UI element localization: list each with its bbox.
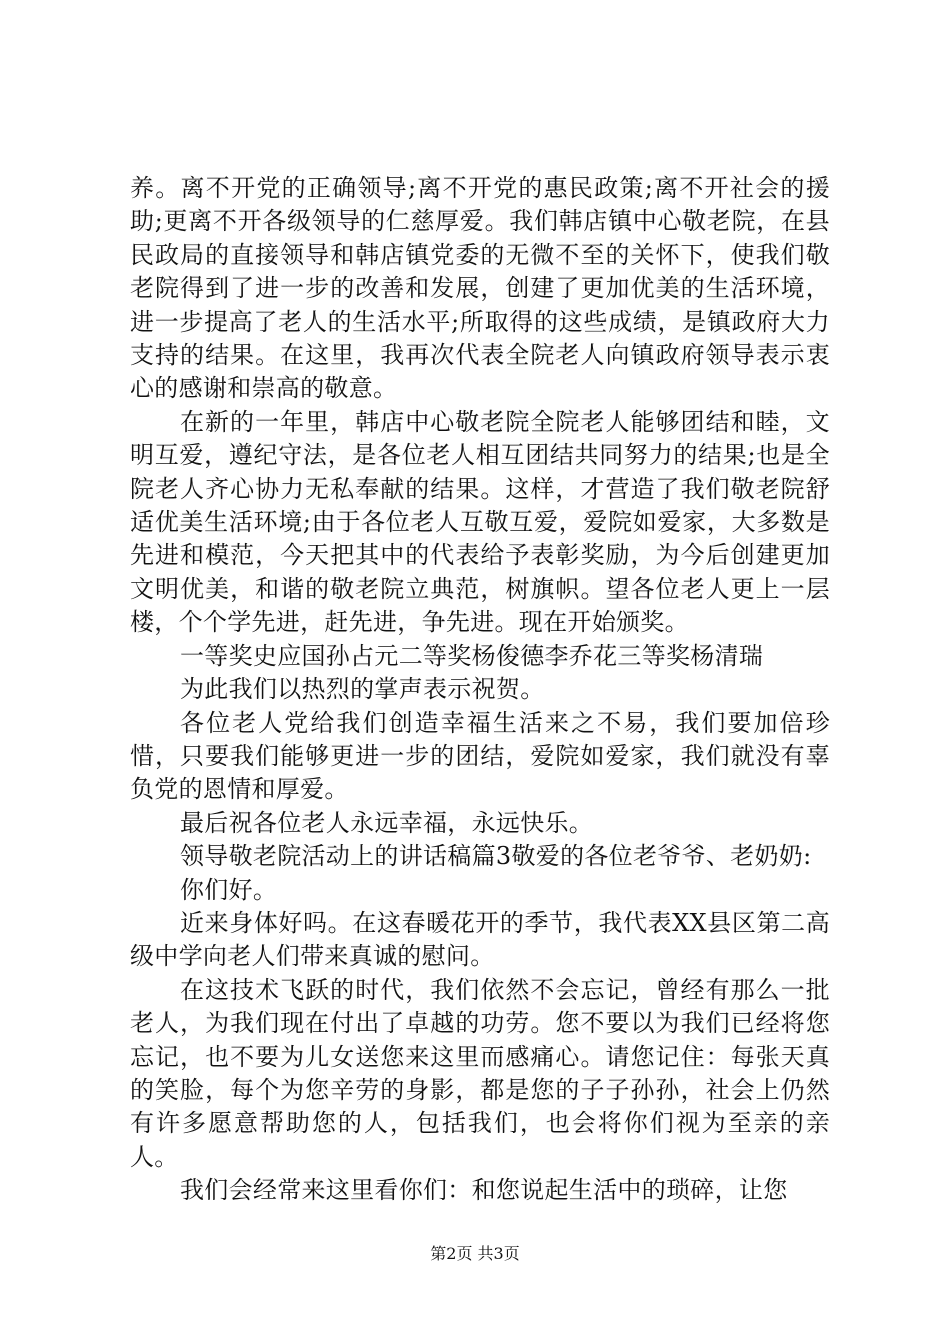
paragraph-4: 为此我们以热烈的掌声表示祝贺。: [180, 675, 545, 704]
paragraph-6: 最后祝各位老人永远幸福，永远快乐。: [180, 808, 594, 837]
paragraph-8: 你们好。: [180, 875, 278, 904]
paragraph-3: 一等奖史应国孙占元二等奖杨俊德李乔花三等奖杨清瑞: [180, 641, 764, 670]
paragraph-10: 在这技术飞跃的时代，我们依然不会忘记，曾经有那么一批老人，为我们现在付出了卓越的功劳。您不要以为我们已经将您忘记，也不要为儿女送您来这里而感痛心。请您记住：每张天真的笑脸，每个为您辛劳的身影，都是您的子子孙孙，社会上仍然有许多愿意帮助您的人，包括我们，也会将你们视为至亲的亲人。: [130, 975, 830, 1171]
paragraph-9: 近来身体好吗。在这春暖花开的季节，我代表XX县区第二高级中学向老人们带来真诚的慰问。: [130, 908, 830, 971]
paragraph-1: 养。离不开党的正确领导;离不开党的惠民政策;离不开社会的援助;更离不开各级领导的仁慈厚爱。我们韩店镇中心敬老院，在县民政局的直接领导和韩店镇党委的无微不至的关怀下，使我们敬老院得到了进一步的改善和发展，创建了更加优美的生活环境，进一步提高了老人的生活水平;所取得的这些成绩，是镇政府大力支持的结果。在这里，我再次代表全院老人向镇政府领导表示衷心的感谢和崇高的敬意。: [130, 174, 830, 403]
paragraph-2: 在新的一年里，韩店中心敬老院全院老人能够团结和睦，文明互爱，遵纪守法，是各位老人相互团结共同努力的结果;也是全院老人齐心协力无私奉献的结果。这样，才营造了我们敬老院舒适优美生活环境;由于各位老人互敬互爱，爱院如爱家，大多数是先进和模范，今天把其中的代表给予表彰奖励，为今后创建更加文明优美，和谐的敬老院立典范，树旗帜。望各位老人更上一层楼，个个学先进，赶先进，争先进。现在开始颁奖。: [130, 407, 830, 637]
paragraph-5: 各位老人党给我们创造幸福生活来之不易，我们要加倍珍惜，只要我们能够更进一步的团结，爱院如爱家，我们就没有辜负党的恩情和厚爱。: [130, 708, 830, 804]
paragraph-7: 领导敬老院活动上的讲话稿篇3敬爱的各位老爷爷、老奶奶:: [180, 842, 812, 871]
page-footer: 第2页 共3页: [430, 1244, 520, 1263]
document-body: [130, 172, 830, 1208]
paragraph-11: 我们会经常来这里看你们：和您说起生活中的琐碎，让您: [180, 1176, 788, 1205]
